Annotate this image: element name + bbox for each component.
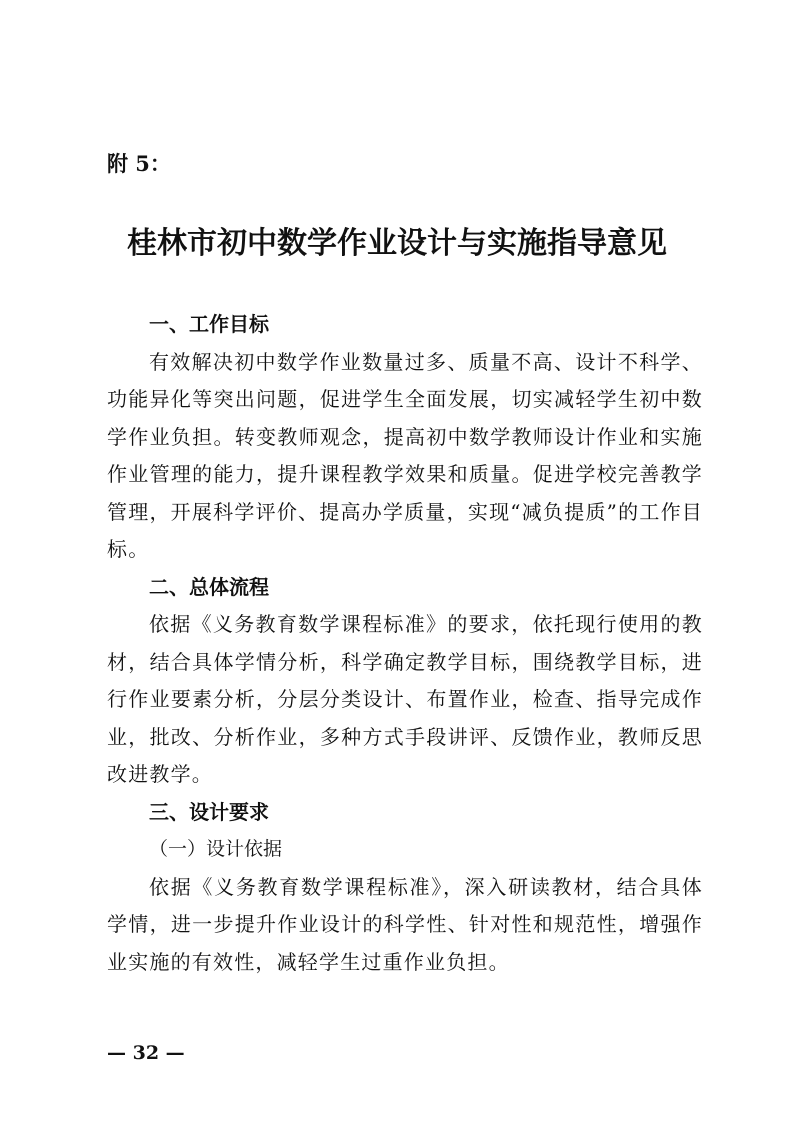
page-number: — 32 — bbox=[107, 1042, 185, 1064]
section-heading-goals: 一、工作目标 bbox=[149, 312, 269, 336]
subsection-paragraph-basis: 依据《义务教育数学课程标准》，深入研读教材，结合具体学情，进一步提升作业设计的科学性、针对性和规范性，增强作业实施的有效性，减轻学生过重作业负担。 bbox=[107, 874, 703, 974]
section-heading-process: 二、总体流程 bbox=[149, 574, 269, 599]
document-title: 桂林市初中数学作业设计与实施指导意见 bbox=[127, 226, 667, 261]
document-body bbox=[107, 306, 703, 981]
section-paragraph-process: 依据《义务教育数学课程标准》的要求，依托现行使用的教材，结合具体学情分析，科学确定教学目标，围绕教学目标，进行作业要素分析，分层分类设计、布置作业，检查、指导完成作业，批改、分析作业，多种方式手段讲评、反馈作业，教师反思改进教学。 bbox=[107, 612, 703, 786]
section-heading-requirements: 三、设计要求 bbox=[149, 799, 269, 824]
annex-label: 附 5： bbox=[107, 151, 171, 176]
subsection-heading-basis: （一）设计依据 bbox=[149, 838, 283, 860]
section-paragraph-goals: 有效解决初中数学作业数量过多、质量不高、设计不科学、功能异化等突出问题，促进学生全面发展，切实减轻学生初中数学作业负担。转变教师观念，提高初中数学教师设计作业和实施作业管理的能力，提升课程教学效果和质量。促进学校完善教学管理，开展科学评价、提高办学质量，实现“减负提质”的工作目标。 bbox=[107, 349, 703, 561]
